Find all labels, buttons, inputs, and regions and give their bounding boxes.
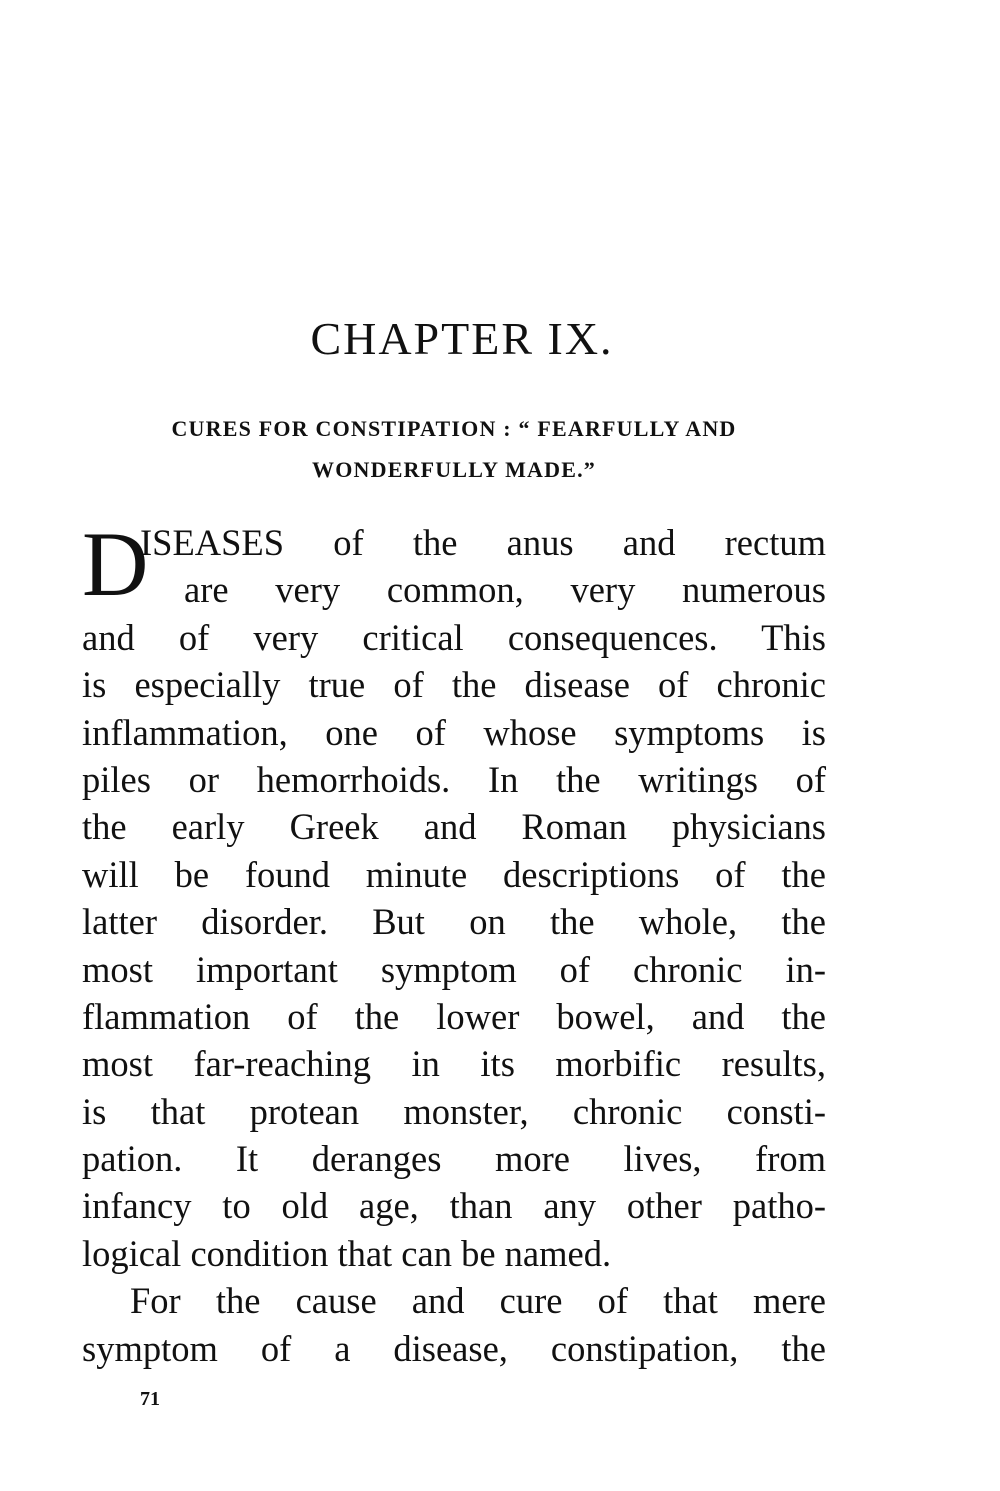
body-line: pation. It deranges more lives, from [82, 1138, 826, 1180]
body-line: will be found minute descriptions of the [82, 853, 826, 895]
body-line: ISEASES of the anus and rectum [140, 522, 826, 563]
chapter-title: CHAPTER IX. [310, 313, 614, 364]
drop-cap: D [82, 513, 149, 615]
body-line: is especially true of the disease of chronic [82, 664, 826, 706]
body-line: infancy to old age, than any other patho- [82, 1185, 826, 1227]
body-line: latter disorder. But on the whole, the [82, 901, 826, 943]
body-line: logical condition that can be named. [82, 1232, 612, 1274]
body-line: and of very critical consequences. This [82, 616, 826, 658]
body-line: most important symptom of chronic in- [82, 948, 826, 990]
body-line: are very common, very numerous [184, 569, 826, 611]
body-line: flammation of the lower bowel, and the [82, 995, 826, 1037]
chapter-subtitle-line-2: WONDERFULLY MADE.” [312, 457, 596, 482]
body-line: is that protean monster, chronic consti- [82, 1090, 826, 1132]
body-line: the early Greek and Roman physicians [82, 806, 826, 848]
body-line: symptom of a disease, constipation, the [82, 1327, 826, 1369]
chapter-subtitle-line-1: CURES FOR CONSTIPATION : “ FEARFULLY AND [171, 416, 737, 441]
chapter-subtitle [82, 408, 826, 490]
body-text [82, 513, 826, 1372]
body-line: piles or hemorrhoids. In the writings of [82, 758, 826, 800]
body-line: most far-reaching in its morbific results, [82, 1043, 826, 1085]
body-line: inflammation, one of whose symptoms is [82, 711, 826, 753]
page-number: 71 [140, 1388, 160, 1410]
body-line: For the cause and cure of that mere [130, 1280, 826, 1322]
